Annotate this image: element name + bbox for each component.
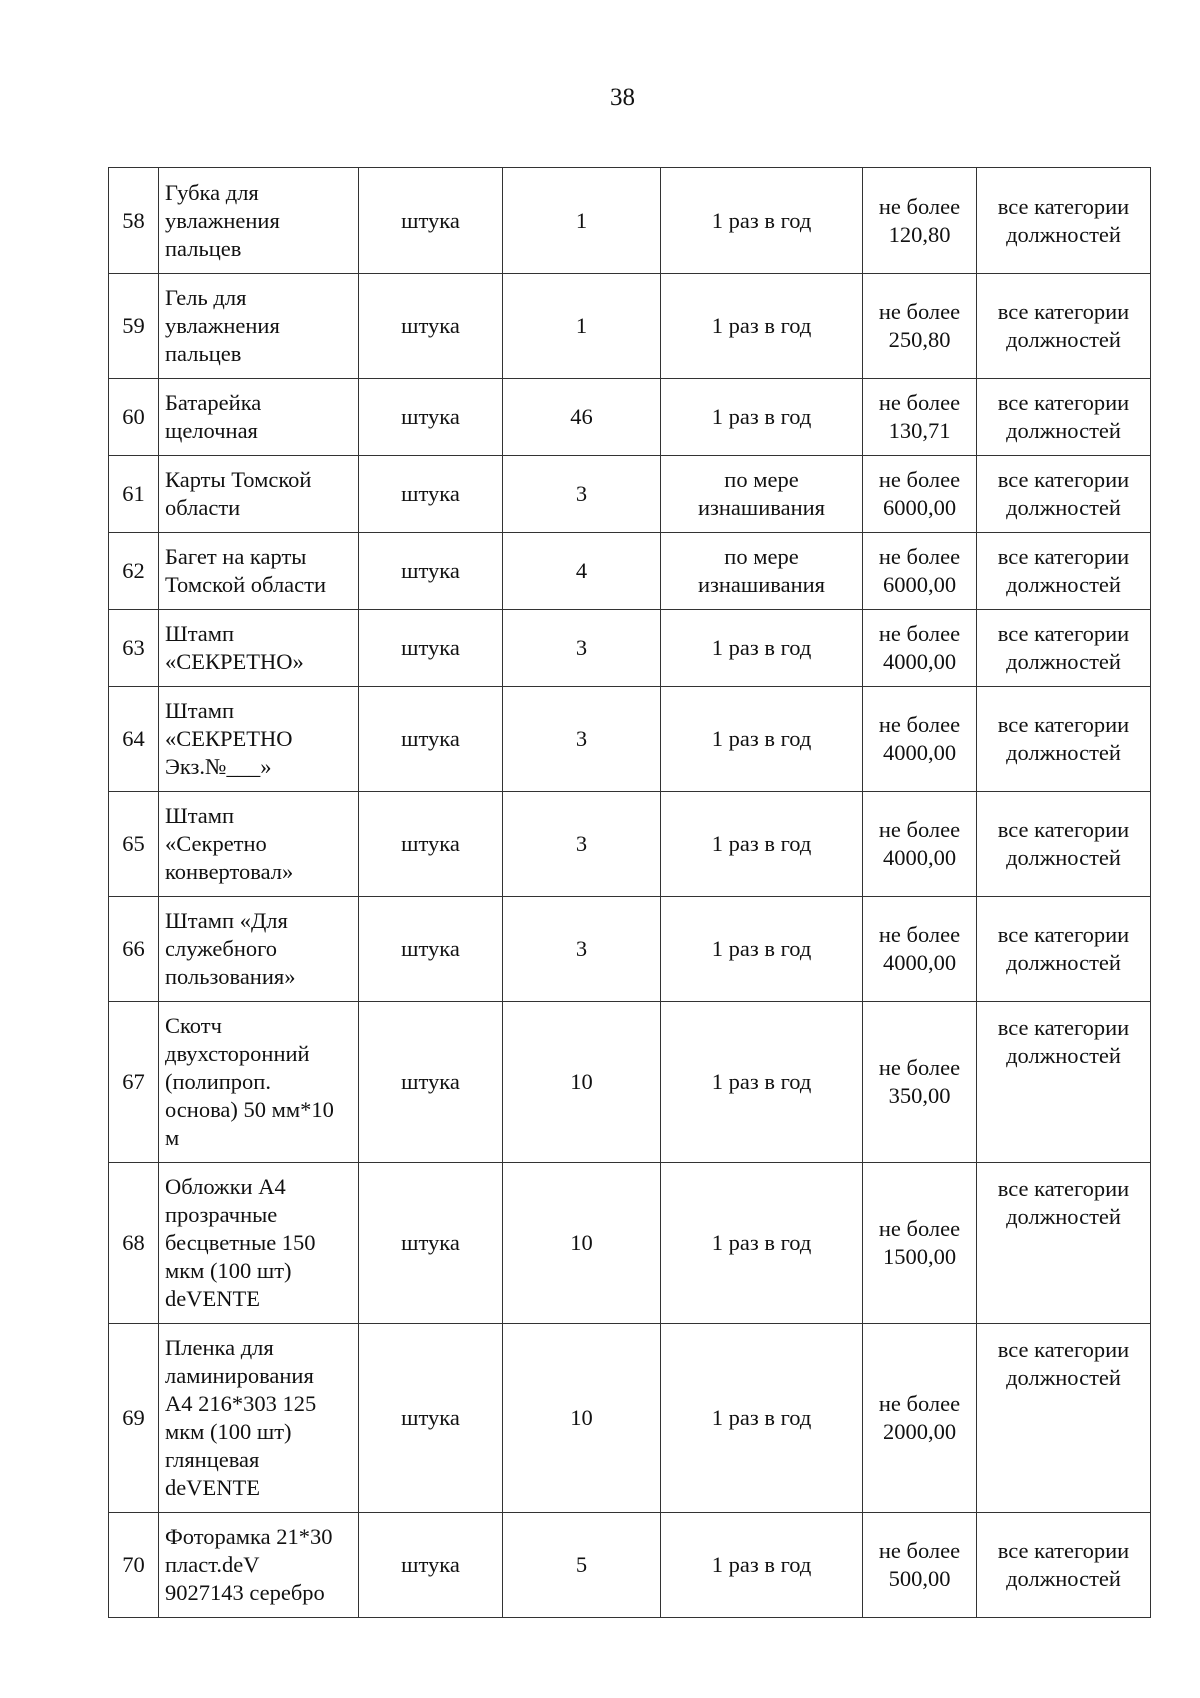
row-number-cell: 61	[109, 456, 159, 533]
quantity-cell: 3	[503, 456, 661, 533]
row-number-cell: 66	[109, 897, 159, 1002]
max-price-cell: не более 1500,00	[863, 1163, 977, 1324]
replacement-period-cell: 1 раз в год	[661, 1002, 863, 1163]
item-name-cell: Гель для увлажнения пальцев	[159, 274, 359, 379]
unit-of-measure-cell: штука	[359, 274, 503, 379]
quantity-cell: 1	[503, 168, 661, 274]
table-body	[109, 168, 1151, 1618]
unit-of-measure-cell: штука	[359, 792, 503, 897]
item-name-cell: Батарейка щелочная	[159, 379, 359, 456]
row-number-cell: 65	[109, 792, 159, 897]
table-row	[109, 533, 1151, 610]
unit-of-measure-cell: штука	[359, 379, 503, 456]
position-category-cell: все категории должностей	[977, 456, 1151, 533]
replacement-period-cell: 1 раз в год	[661, 687, 863, 792]
quantity-cell: 3	[503, 792, 661, 897]
row-number-cell: 63	[109, 610, 159, 687]
max-price-cell: не более 120,80	[863, 168, 977, 274]
row-number-cell: 68	[109, 1163, 159, 1324]
replacement-period-cell: 1 раз в год	[661, 379, 863, 456]
table-row	[109, 168, 1151, 274]
replacement-period-cell: по мере изнашивания	[661, 456, 863, 533]
item-name-cell: Штамп «Секретно конвертовал»	[159, 792, 359, 897]
max-price-cell: не более 4000,00	[863, 897, 977, 1002]
unit-of-measure-cell: штука	[359, 1513, 503, 1618]
item-name-cell: Обложки А4 прозрачные бесцветные 150 мкм (100 шт) deVENTE	[159, 1163, 359, 1324]
item-name-cell: Фоторамка 21*30 пласт.deV 9027143 серебро	[159, 1513, 359, 1618]
position-category-cell: все категории должностей	[977, 897, 1151, 1002]
item-name-cell: Багет на карты Томской области	[159, 533, 359, 610]
row-number-cell: 60	[109, 379, 159, 456]
table-row	[109, 379, 1151, 456]
max-price-cell: не более 6000,00	[863, 533, 977, 610]
unit-of-measure-cell: штука	[359, 1002, 503, 1163]
item-name-cell: Штамп «Для служебного пользования»	[159, 897, 359, 1002]
quantity-cell: 46	[503, 379, 661, 456]
quantity-cell: 10	[503, 1324, 661, 1513]
item-name-cell: Штамп «СЕКРЕТНО Экз.№___»	[159, 687, 359, 792]
max-price-cell: не более 250,80	[863, 274, 977, 379]
table-row	[109, 1324, 1151, 1513]
position-category-cell: все категории должностей	[977, 1002, 1151, 1163]
max-price-cell: не более 6000,00	[863, 456, 977, 533]
table-row	[109, 274, 1151, 379]
max-price-cell: не более 500,00	[863, 1513, 977, 1618]
replacement-period-cell: 1 раз в год	[661, 1163, 863, 1324]
position-category-cell: все категории должностей	[977, 610, 1151, 687]
row-number-cell: 67	[109, 1002, 159, 1163]
position-category-cell: все категории должностей	[977, 533, 1151, 610]
unit-of-measure-cell: штука	[359, 1163, 503, 1324]
position-category-cell: все категории должностей	[977, 1513, 1151, 1618]
row-number-cell: 70	[109, 1513, 159, 1618]
item-name-cell: Скотч двухсторонний (полипроп. основа) 50 мм*10 м	[159, 1002, 359, 1163]
quantity-cell: 10	[503, 1002, 661, 1163]
supplies-table	[108, 167, 1151, 1618]
replacement-period-cell: 1 раз в год	[661, 168, 863, 274]
item-name-cell: Карты Томской области	[159, 456, 359, 533]
replacement-period-cell: 1 раз в год	[661, 1324, 863, 1513]
unit-of-measure-cell: штука	[359, 897, 503, 1002]
position-category-cell: все категории должностей	[977, 168, 1151, 274]
table-row	[109, 897, 1151, 1002]
page-number: 38	[610, 84, 635, 111]
table-row	[109, 1513, 1151, 1618]
quantity-cell: 5	[503, 1513, 661, 1618]
row-number-cell: 58	[109, 168, 159, 274]
quantity-cell: 3	[503, 610, 661, 687]
unit-of-measure-cell: штука	[359, 1324, 503, 1513]
replacement-period-cell: 1 раз в год	[661, 274, 863, 379]
item-name-cell: Пленка для ламинирования А4 216*303 125 мкм (100 шт) глянцевая deVENTE	[159, 1324, 359, 1513]
max-price-cell: не более 2000,00	[863, 1324, 977, 1513]
unit-of-measure-cell: штука	[359, 533, 503, 610]
max-price-cell: не более 4000,00	[863, 687, 977, 792]
position-category-cell: все категории должностей	[977, 379, 1151, 456]
row-number-cell: 64	[109, 687, 159, 792]
max-price-cell: не более 4000,00	[863, 610, 977, 687]
max-price-cell: не более 130,71	[863, 379, 977, 456]
table-row	[109, 1002, 1151, 1163]
unit-of-measure-cell: штука	[359, 456, 503, 533]
table-row	[109, 687, 1151, 792]
replacement-period-cell: 1 раз в год	[661, 792, 863, 897]
row-number-cell: 69	[109, 1324, 159, 1513]
quantity-cell: 1	[503, 274, 661, 379]
row-number-cell: 62	[109, 533, 159, 610]
unit-of-measure-cell: штука	[359, 168, 503, 274]
table-row	[109, 610, 1151, 687]
max-price-cell: не более 4000,00	[863, 792, 977, 897]
unit-of-measure-cell: штука	[359, 610, 503, 687]
position-category-cell: все категории должностей	[977, 792, 1151, 897]
item-name-cell: Губка для увлажнения пальцев	[159, 168, 359, 274]
table-row	[109, 456, 1151, 533]
table-row	[109, 1163, 1151, 1324]
replacement-period-cell: 1 раз в год	[661, 897, 863, 1002]
position-category-cell: все категории должностей	[977, 1324, 1151, 1513]
quantity-cell: 10	[503, 1163, 661, 1324]
row-number-cell: 59	[109, 274, 159, 379]
unit-of-measure-cell: штука	[359, 687, 503, 792]
position-category-cell: все категории должностей	[977, 274, 1151, 379]
max-price-cell: не более 350,00	[863, 1002, 977, 1163]
table-row	[109, 792, 1151, 897]
position-category-cell: все категории должностей	[977, 687, 1151, 792]
replacement-period-cell: по мере изнашивания	[661, 533, 863, 610]
quantity-cell: 3	[503, 687, 661, 792]
position-category-cell: все категории должностей	[977, 1163, 1151, 1324]
item-name-cell: Штамп «СЕКРЕТНО»	[159, 610, 359, 687]
quantity-cell: 3	[503, 897, 661, 1002]
replacement-period-cell: 1 раз в год	[661, 610, 863, 687]
replacement-period-cell: 1 раз в год	[661, 1513, 863, 1618]
quantity-cell: 4	[503, 533, 661, 610]
